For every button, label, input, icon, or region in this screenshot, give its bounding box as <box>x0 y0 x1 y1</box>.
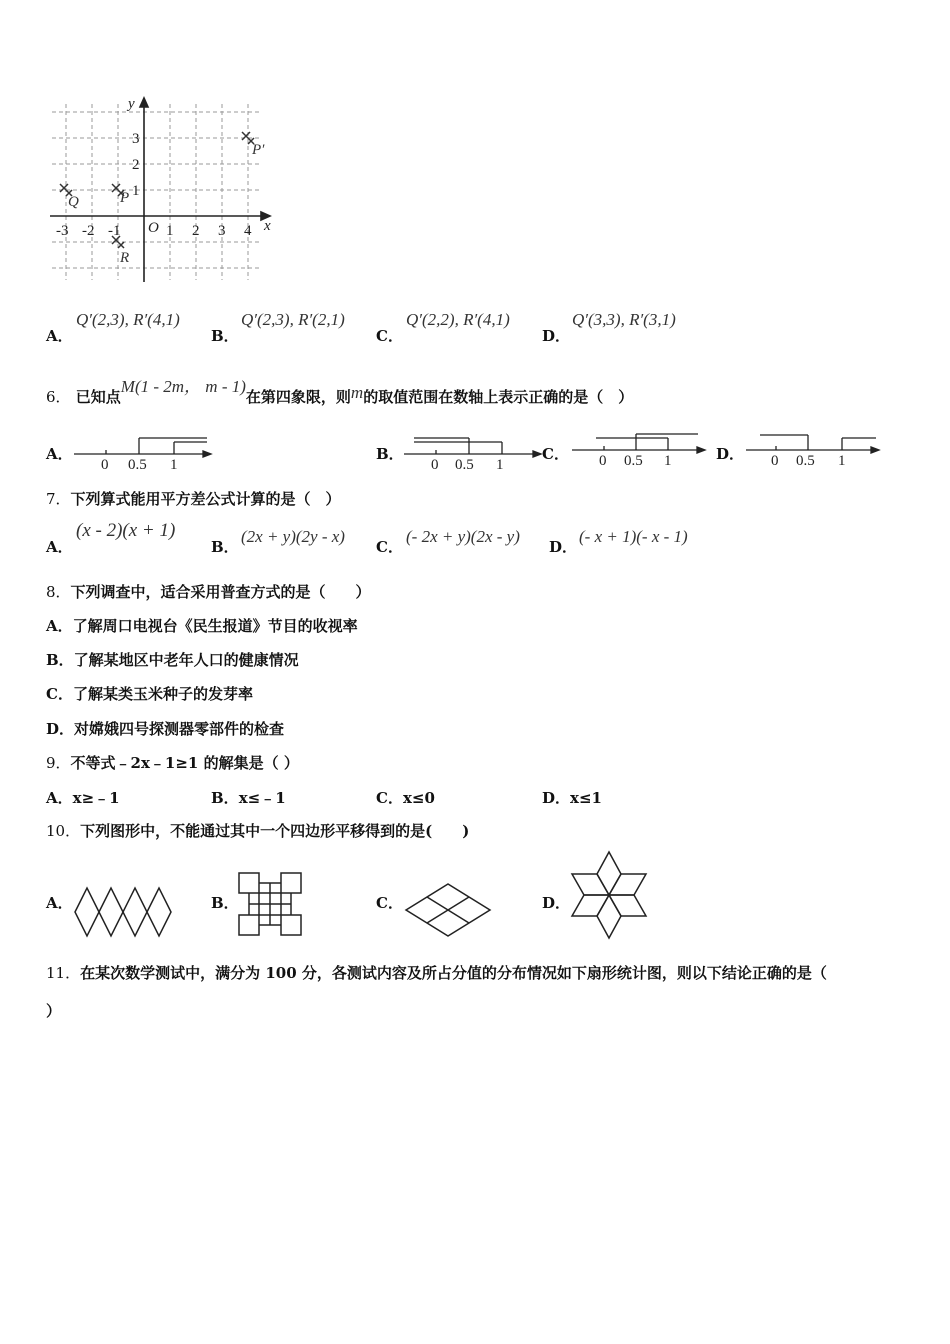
question-9-text: 不等式﹣2x﹣1≥1 的解集是（ ） <box>70 754 299 772</box>
origin-label: O <box>148 220 159 236</box>
q8-option-d[interactable]: D．对嫦娥四号探测器零部件的检查 <box>46 720 285 738</box>
question-6-prefix: 已知点 <box>75 388 121 406</box>
q5-option-a-letter: A． <box>46 327 73 345</box>
q5-option-c-expr[interactable]: Q′(2,2), R′(4,1) <box>406 310 510 329</box>
q7-option-b-letter: B． <box>211 538 239 556</box>
question-7-number: 7． <box>46 490 71 508</box>
q10-option-a-rhombus-chain[interactable] <box>72 884 176 940</box>
tick-label: 0.5 <box>796 453 815 469</box>
tick-label: 0 <box>101 457 109 472</box>
question-7-text: 下列算式能用平方差公式计算的是（ ） <box>70 490 341 508</box>
question-6-suffix: 的取值范围在数轴上表示正确的是（ ） <box>363 388 634 406</box>
coordinate-grid-figure <box>40 92 280 287</box>
q10-option-b-letter: B． <box>211 894 239 912</box>
q6-option-b-numberline[interactable] <box>400 432 545 472</box>
question-11 <box>46 962 827 983</box>
x-tick: 2 <box>192 223 200 239</box>
tick-label: 0.5 <box>624 453 643 469</box>
question-7 <box>46 488 341 509</box>
y-axis-label: y <box>128 96 135 112</box>
q9-option-a[interactable] <box>46 787 120 808</box>
question-10 <box>46 820 469 841</box>
q10-option-a-letter: A． <box>46 894 73 912</box>
question-8-number: 8． <box>46 583 71 601</box>
x-tick: 4 <box>244 223 252 239</box>
q9-option-d-letter: D． <box>542 789 571 807</box>
q7-option-a-expr[interactable]: (x - 2)(x + 1) <box>76 520 176 541</box>
point-q-label: Q <box>68 194 79 210</box>
q7-option-b-expr[interactable]: (2x + y)(2y - x) <box>241 527 345 546</box>
question-6-point-expr: M(1 - 2m， m - 1) <box>120 377 246 396</box>
q9-option-c-value: x≤0 <box>402 789 435 807</box>
question-11-text: 在某次数学测试中，满分为 100 分，各测试内容及所占分值的分布情况如下扇形统计图，则以下结论正确的是（ <box>80 964 827 982</box>
tick-label: 0.5 <box>455 457 474 472</box>
tick-label: 0 <box>431 457 439 472</box>
q10-option-b-square-grid[interactable] <box>236 870 306 940</box>
q5-option-b-letter: B． <box>211 327 239 345</box>
q5-option-c-letter: C． <box>376 327 403 345</box>
q5-option-a-expr[interactable]: Q′(2,3), R′(4,1) <box>76 310 180 329</box>
q8-option-c[interactable]: C．了解某类玉米种子的发芽率 <box>46 685 253 703</box>
q6-option-a-letter: A． <box>46 445 73 463</box>
q7-option-d-letter: D． <box>549 538 578 556</box>
tick-label: 1 <box>838 453 846 469</box>
q10-option-c-letter: C． <box>376 894 403 912</box>
x-axis-label: x <box>264 218 271 234</box>
q9-option-a-letter: A． <box>46 789 73 807</box>
q9-option-d-value: x≤1 <box>570 789 602 807</box>
q9-option-b[interactable] <box>211 787 286 808</box>
q8-option-b[interactable]: B．了解某地区中老年人口的健康情况 <box>46 651 299 669</box>
x-tick: -2 <box>82 223 95 239</box>
q6-option-b-letter: B． <box>376 445 404 463</box>
q5-option-d-letter: D． <box>542 327 571 345</box>
q6-option-c-letter: C． <box>542 445 569 463</box>
question-9-number: 9． <box>46 754 71 772</box>
q5-option-b-expr[interactable]: Q′(2,3), R′(2,1) <box>241 310 345 329</box>
question-11-number: 11． <box>46 964 81 982</box>
question-10-number: 10． <box>46 822 81 840</box>
q10-option-c-rhombus-tiling[interactable] <box>402 880 494 940</box>
tick-label: 0.5 <box>128 457 147 472</box>
q9-option-c-letter: C． <box>376 789 403 807</box>
x-tick: -3 <box>56 223 69 239</box>
question-6-var: m <box>350 383 364 402</box>
q10-option-d-letter: D． <box>542 894 571 912</box>
question-8 <box>46 581 371 602</box>
q9-option-b-value: x≤﹣1 <box>238 789 286 807</box>
question-8-text: 下列调查中，适合采用普查方式的是（ ） <box>70 583 371 601</box>
question-10-text: 下列图形中，不能通过其中一个四边形平移得到的是( ) <box>80 822 470 840</box>
q6-option-a-numberline[interactable] <box>70 432 215 472</box>
tick-label: 0 <box>599 453 607 469</box>
q7-option-d-expr[interactable]: (- x + 1)(- x - 1) <box>579 527 688 546</box>
question-11-tail: ） <box>46 1002 62 1020</box>
y-tick: 2 <box>132 157 140 173</box>
y-tick: 3 <box>132 131 140 147</box>
question-9 <box>46 752 299 773</box>
q6-option-c-numberline[interactable] <box>570 430 710 470</box>
q7-option-c-letter: C． <box>376 538 403 556</box>
q9-option-d[interactable] <box>542 787 602 808</box>
x-tick: 3 <box>218 223 226 239</box>
point-p-label: P <box>120 190 130 206</box>
tick-label: 1 <box>170 457 178 472</box>
question-6 <box>46 377 634 407</box>
q5-option-d-expr[interactable]: Q′(3,3), R′(3,1) <box>572 310 676 329</box>
q9-option-b-letter: B． <box>211 789 239 807</box>
q7-option-c-expr[interactable]: (- 2x + y)(2x - y) <box>406 527 520 546</box>
tick-label: 0 <box>771 453 779 469</box>
q10-option-d-star-figure[interactable] <box>568 848 650 942</box>
tick-label: 1 <box>496 457 504 472</box>
point-r-label: R <box>120 250 130 266</box>
q8-option-a[interactable]: A．了解周口电视台《民生报道》节目的收视率 <box>46 617 358 635</box>
q9-option-c[interactable] <box>376 787 435 808</box>
q6-option-d-numberline[interactable] <box>744 430 884 470</box>
q7-option-a-letter: A． <box>46 538 73 556</box>
q9-option-a-value: x≥﹣1 <box>72 789 120 807</box>
q6-option-d-letter: D． <box>716 445 745 463</box>
x-tick: 1 <box>166 223 174 239</box>
y-tick: 1 <box>132 183 140 199</box>
point-p-prime-label: P′ <box>252 142 265 158</box>
tick-label: 1 <box>664 453 672 469</box>
x-tick: -1 <box>108 223 121 239</box>
question-6-middle: 在第四象限，则 <box>245 388 351 406</box>
question-6-number: 6． <box>46 388 71 406</box>
